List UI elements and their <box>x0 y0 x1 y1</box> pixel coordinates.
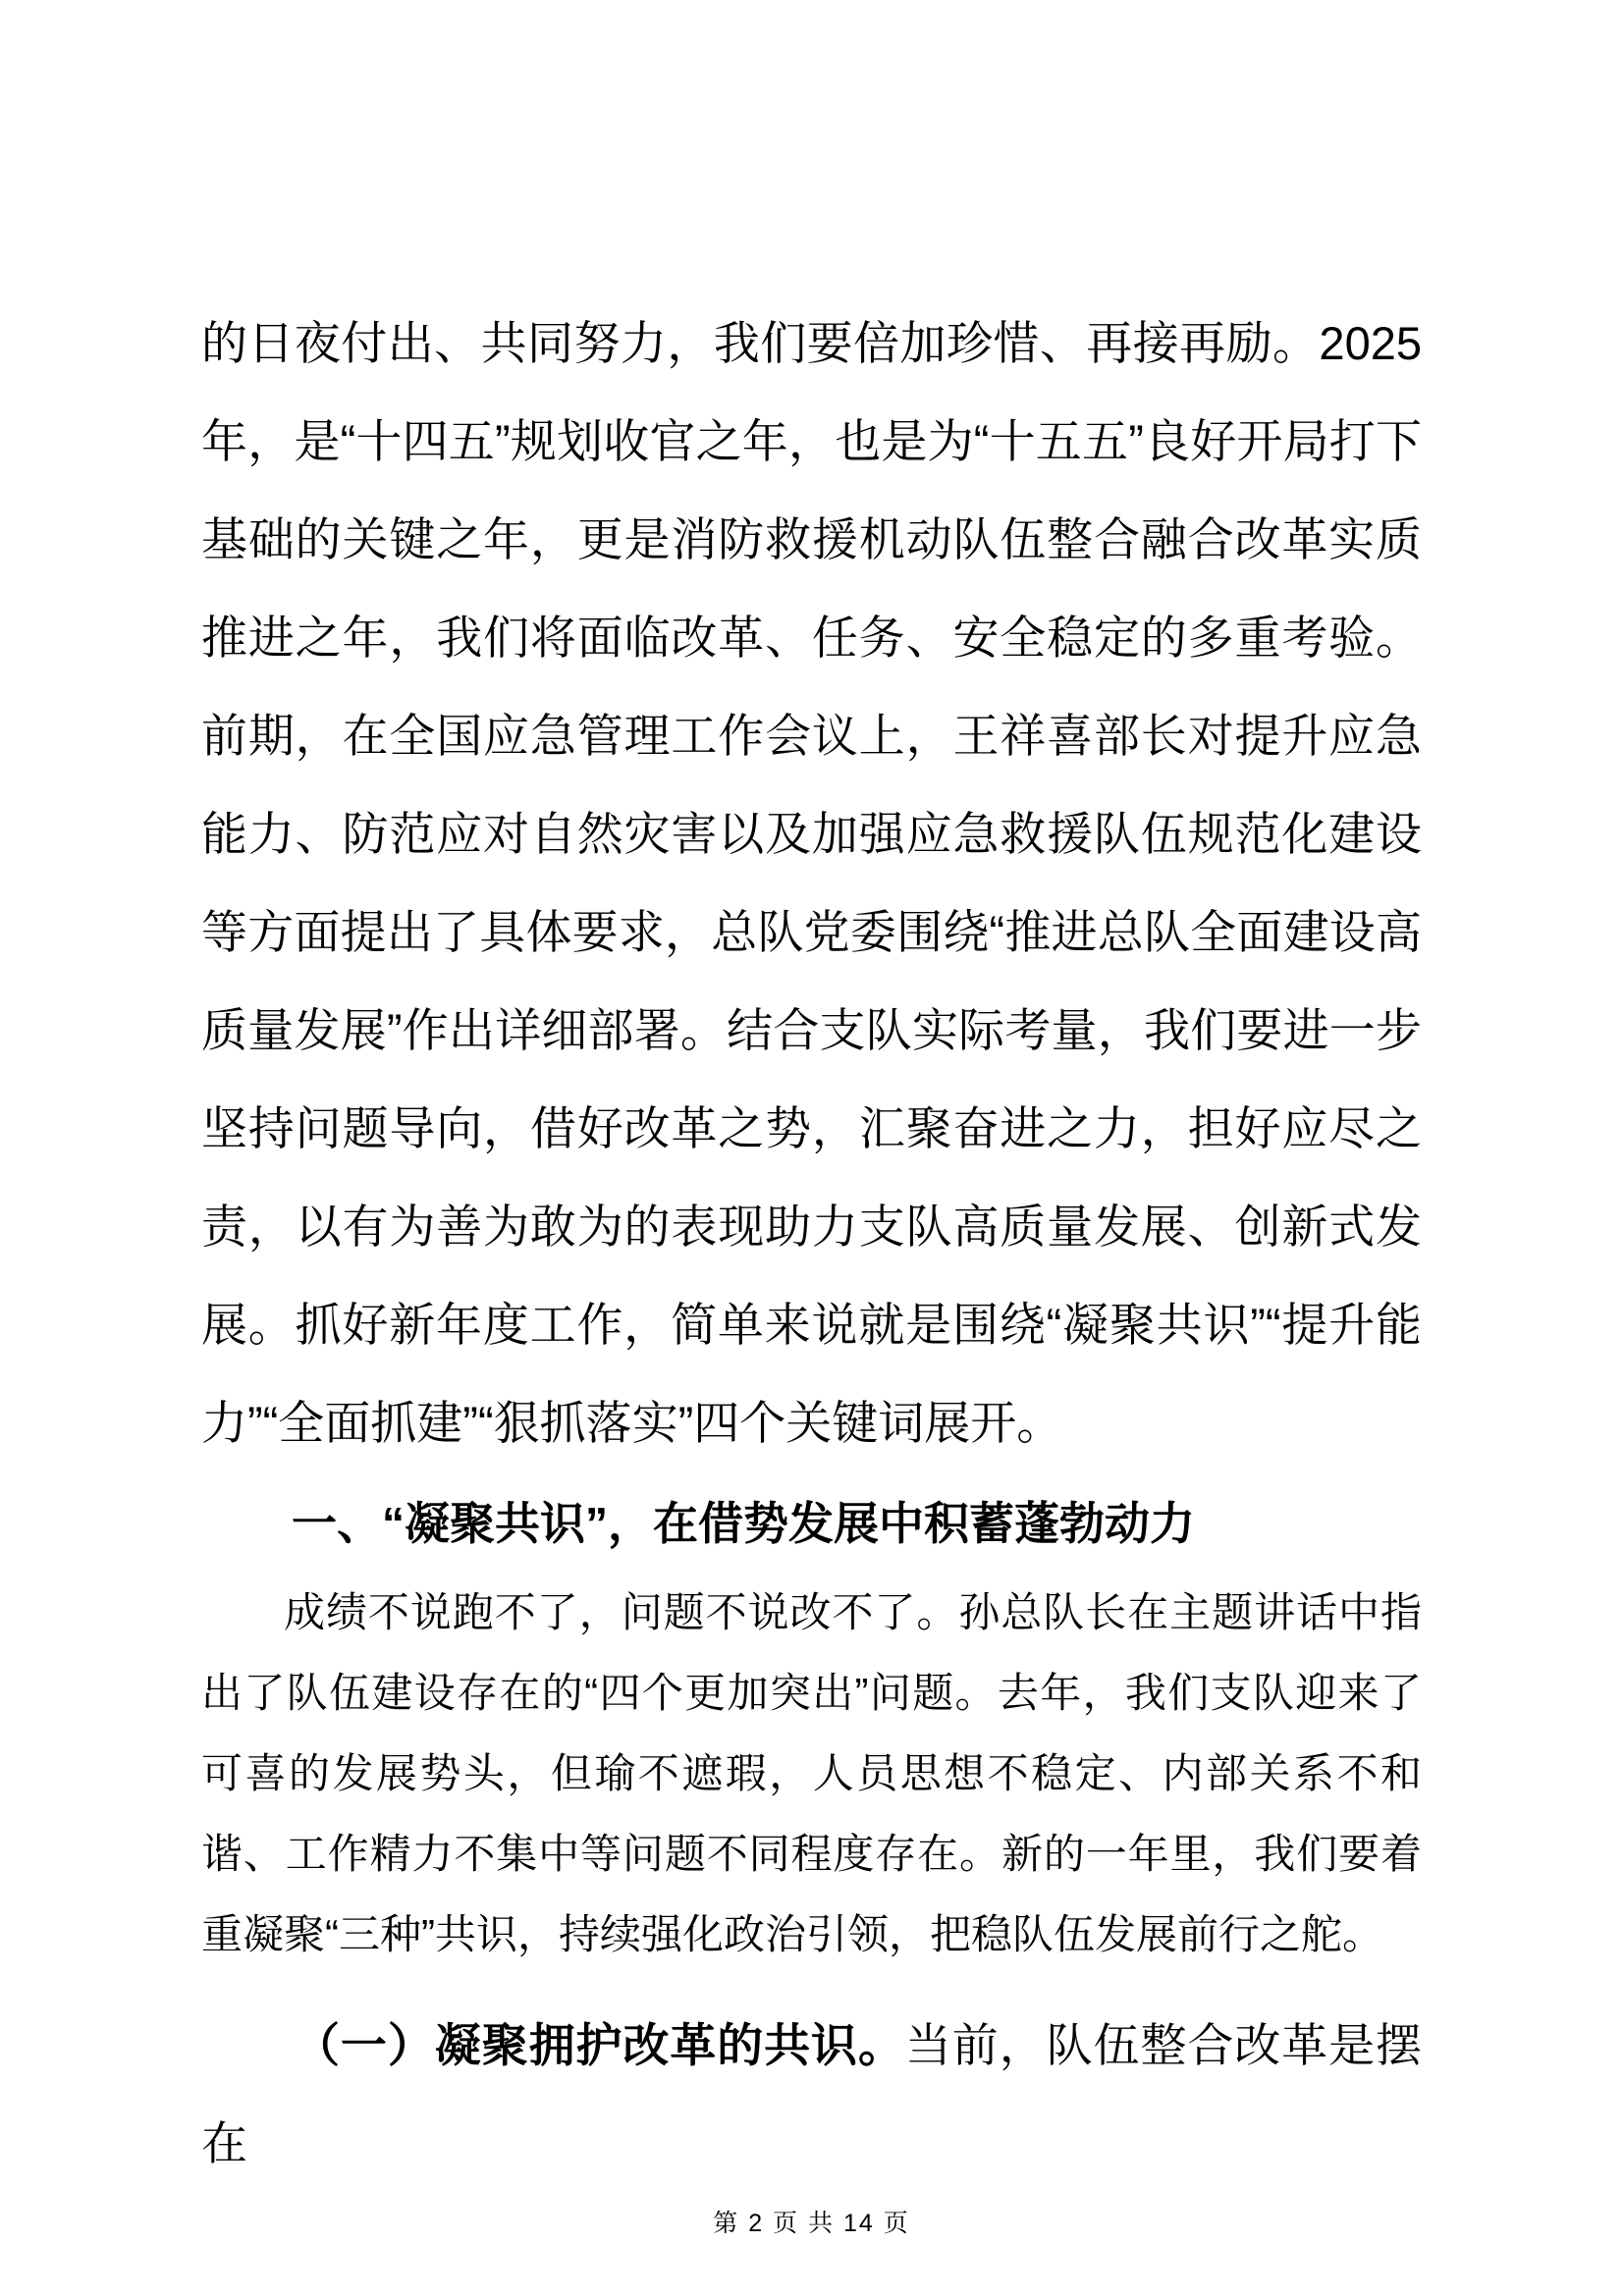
section-heading-1: 一、“凝聚共识”，在借势发展中积蓄蓬勃动力 <box>292 1498 1195 1549</box>
paragraph-3-lead-bold: （一）凝聚拥护改革的共识。 <box>294 2019 905 2071</box>
paragraph-3 <box>201 1997 1422 2193</box>
paragraph-3-text: 当前，队伍整合改革是摆在 <box>201 2019 1423 2169</box>
page-number-footer: 第 2 页 共 14 页 <box>713 2210 910 2237</box>
paragraph-continuation: 的日夜付出、共同努力，我们要倍加珍惜、再接再励。2025年，是“十四五”规划收官之年，也是为“十五五”良好开局打下基础的关键之年，更是消防救援机动队伍整合融合改革实质推进之年，我们将面临改革、任务、安全稳定的多重考验。前期，在全国应急管理工作会议上，王祥喜部长对提升应急能力、防范应对自然灾害以及加强应急救援队伍规范化建设等方面提出了具体要求，总队党委围绕“推进总队全面建设高质量发展”作出详细部署。结合支队实际考量，我们要进一步坚持问题导向，借好改革之势，汇聚奋进之力，担好应尽之责，以有为善为敢为的表现助力支队高质量发展、创新式发展。抓好新年度工作，简单来说就是围绕“凝聚共识”“提升能力”“全面抓建”“狠抓落实”四个关键词展开。 <box>201 317 1422 1449</box>
paragraph-2: 成绩不说跑不了，问题不说改不了。孙总队长在主题讲话中指出了队伍建设存在的“四个更加突出”问题。去年，我们支队迎来了可喜的发展势头，但瑜不遮瑕，人员思想不稳定、内部关系不和谐、工作精力不集中等问题不同程度存在。新的一年里，我们要着重凝聚“三种”共识，持续强化政治引领，把稳队伍发展前行之舵。 <box>201 1589 1422 1957</box>
